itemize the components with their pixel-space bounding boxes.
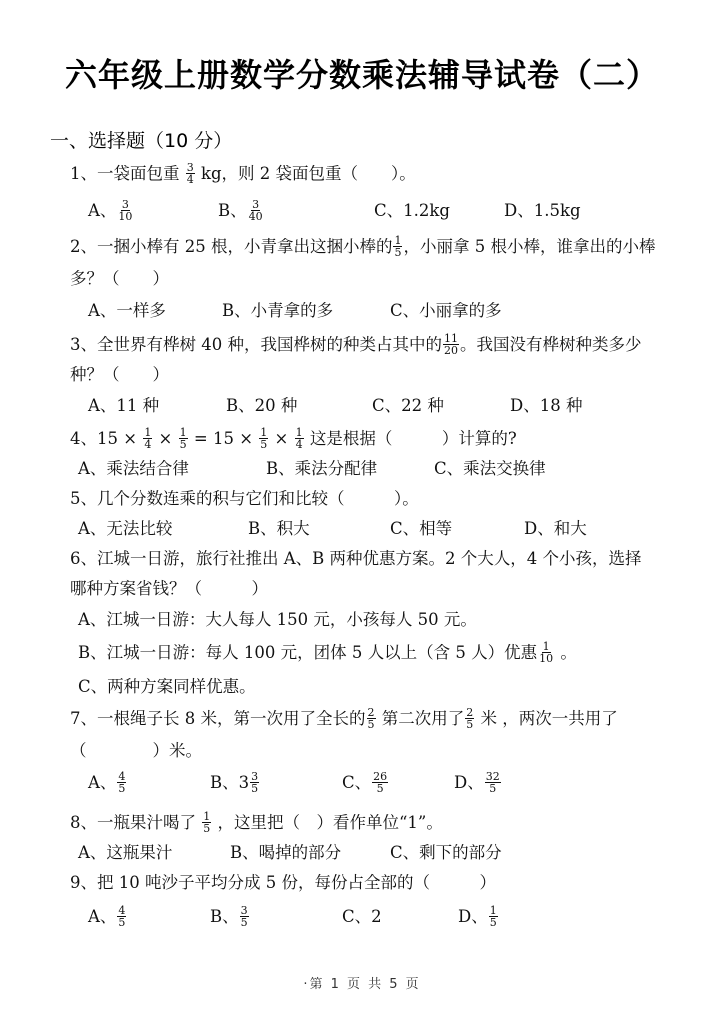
question-3-line-2: 种？（ ） [70,365,169,384]
fraction: $\frac{3}{5}$ [240,904,248,929]
fraction: $\frac{2}{5}$ [367,706,375,731]
q1-option-b[interactable]: B、 $\frac{3}{40}$ [218,198,263,223]
q5-option-b[interactable]: B、积大 [248,519,310,538]
fraction: $\frac{3}{4}$ [186,161,194,186]
question-4: 4、15 × $\frac{1}{4}$ × $\frac{1}{5}$ = 15 × $\frac{1}{5}$ × $\frac{1}{4}$ 这是根据（ ）计算的? [70,426,517,451]
question-8: 8、一瓶果汁喝了 $\frac{1}{5}$ ，这里把（ ）看作单位“1”。 [70,810,443,835]
q9-option-a[interactable]: A、 $\frac{4}{5}$ [88,904,126,929]
fraction: $\frac{4}{5}$ [118,770,126,795]
q1-text-pre: 1、一袋面包重 [70,164,185,183]
q8-option-a[interactable]: A、这瓶果汁 [78,843,173,862]
fraction: $\frac{32}{5}$ [485,770,500,795]
fraction: $\frac{2}{5}$ [466,706,474,731]
q5-option-d[interactable]: D、和大 [524,519,587,538]
q7-option-a[interactable]: A、 $\frac{4}{5}$ [88,770,126,795]
q3-option-d[interactable]: D、18 种 [510,396,583,415]
question-2-line-2: 多？（ ） [70,269,169,288]
fraction: $\frac{1}{5}$ [394,234,402,259]
q4-option-b[interactable]: B、乘法分配律 [266,459,378,478]
section-heading: 一、选择题（10 分） [50,130,233,152]
fraction: $\frac{1}{4}$ [144,426,152,451]
q8-option-c[interactable]: C、剩下的部分 [390,843,502,862]
question-1 [70,163,416,186]
q7-option-b[interactable]: B、3 $\frac{3}{5}$ [210,770,259,795]
question-9: 9、把 10 吨沙子平均分成 5 份，每份占全部的（ ） [70,873,496,892]
q7-option-d[interactable]: D、 $\frac{32}{5}$ [454,770,500,795]
q6-option-a[interactable]: A、江城一日游：大人每人 150 元，小孩每人 50 元。 [78,610,477,629]
q9-option-b[interactable]: B、 $\frac{3}{5}$ [210,904,248,929]
fraction: $\frac{3}{10}$ [118,198,133,223]
question-6-line-2: 哪种方案省钱？（ ） [70,579,268,598]
fraction: $\frac{26}{5}$ [373,770,388,795]
q2-option-b[interactable]: B、小青拿的多 [222,301,334,320]
q8-option-b[interactable]: B、喝掉的部分 [230,843,342,862]
fraction: $\frac{1}{5}$ [489,904,497,929]
fraction: $\frac{1}{5}$ [179,426,187,451]
q3-option-a[interactable]: A、11 种 [88,396,160,415]
q6-option-b[interactable]: B、江城一日游：每人 100 元，团体 5 人以上（含 5 人）优惠 $\frac{1}{10}$ 。 [78,640,577,665]
question-3: 3、全世界有桦树 40 种，我国桦树的种类占其中的 $\frac{11}{20}$ 。我国没有桦树种类多少 [70,332,642,357]
q1-text-post: kg，则 2 袋面包重（ ）。 [195,164,416,183]
fraction: $\frac{1}{5}$ [260,426,268,451]
q7-option-c[interactable]: C、 $\frac{26}{5}$ [342,770,388,795]
page-title: 六年级上册数学分数乘法辅导试卷（二） [64,56,659,94]
fraction: $\frac{1}{5}$ [203,810,211,835]
q2-option-c[interactable]: C、小丽拿的多 [390,301,502,320]
fraction: $\frac{3}{5}$ [251,770,259,795]
q1-option-a[interactable]: A、 $\frac{3}{10}$ [88,198,133,223]
q1-option-d[interactable]: D、1.5kg [504,201,581,220]
q3-option-c[interactable]: C、22 种 [372,396,444,415]
fraction: $\frac{11}{20}$ [443,332,458,357]
q5-option-a[interactable]: A、无法比较 [78,519,173,538]
q2-option-a[interactable]: A、一样多 [88,301,166,320]
question-5: 5、几个分数连乘的积与它们和比较（ ）。 [70,489,419,508]
q3-option-b[interactable]: B、20 种 [226,396,298,415]
fraction: $\frac{4}{5}$ [118,904,126,929]
fraction: $\frac{3}{40}$ [248,198,263,223]
fraction: $\frac{1}{4}$ [295,426,303,451]
q9-option-c[interactable]: C、2 [342,907,382,926]
q6-option-c[interactable]: C、两种方案同样优惠。 [78,677,256,696]
q5-option-c[interactable]: C、相等 [390,519,453,538]
question-6: 6、江城一日游，旅行社推出 A、B 两种优惠方案。2 个大人，4 个小孩，选择 [70,549,642,568]
q4-option-c[interactable]: C、乘法交换律 [434,459,546,478]
question-7-line-2: （ ）米。 [70,741,202,760]
q1-option-c[interactable]: C、1.2kg [374,201,450,220]
question-2: 2、一捆小棒有 25 根，小青拿出这捆小棒的 $\frac{1}{5}$ ，小丽拿 5 根小棒，谁拿出的小棒 [70,234,656,259]
q9-option-d[interactable]: D、 $\frac{1}{5}$ [458,904,497,929]
fraction: $\frac{1}{10}$ [539,640,554,665]
question-7: 7、一根绳子长 8 米，第一次用了全长的 $\frac{2}{5}$ 第二次用了 $\frac{2}{5}$ 米 ，两次一共用了 [70,706,618,731]
q4-option-a[interactable]: A、乘法结合律 [78,459,189,478]
page-footer: ·第 1 页 共 5 页 [303,977,421,992]
